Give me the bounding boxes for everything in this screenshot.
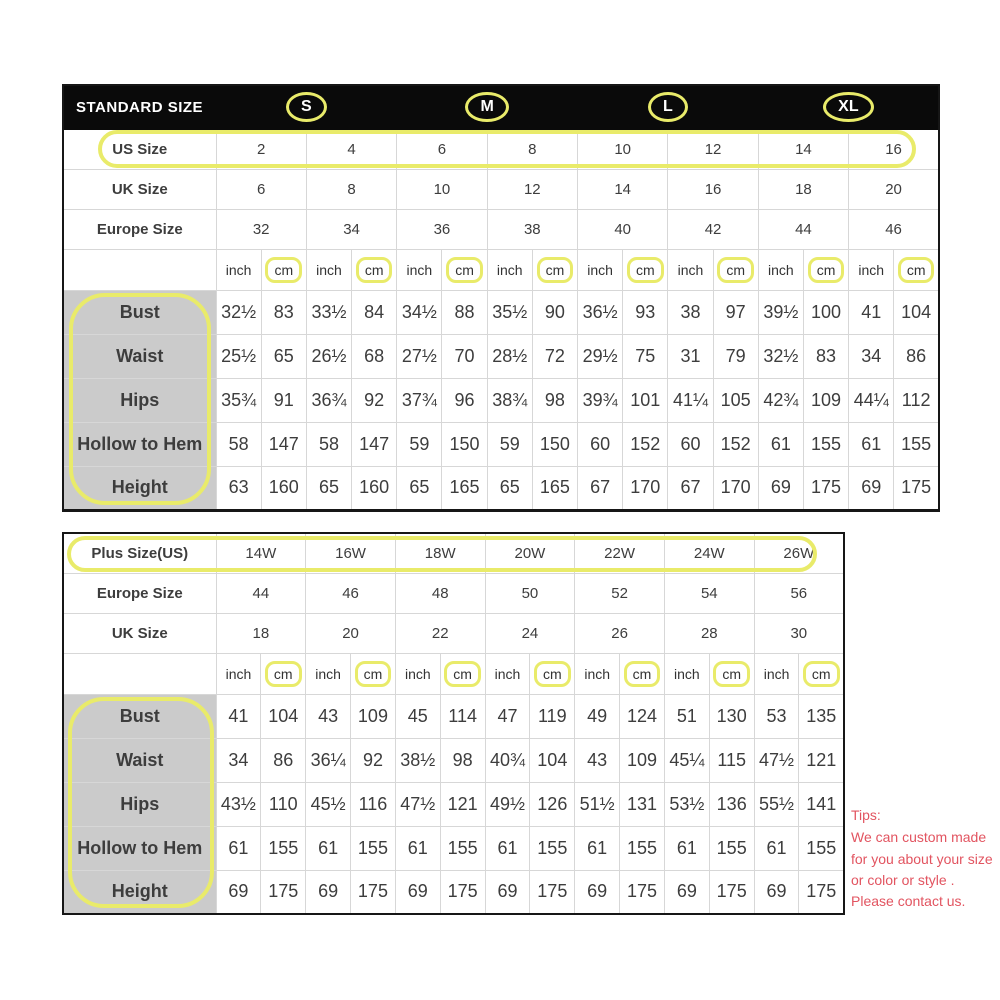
measurement-value-cell: 150	[532, 422, 577, 466]
measurement-value-cell: 65	[487, 466, 532, 510]
measurement-value-cell: 92	[351, 738, 396, 782]
measurement-value-cell: 155	[803, 422, 848, 466]
measurement-value-cell: 69	[485, 870, 530, 914]
measurement-value-cell: 75	[623, 334, 668, 378]
measurement-value-cell: 43	[575, 738, 620, 782]
measurement-value-cell: 155	[620, 826, 665, 870]
measurement-value-cell: 45	[395, 694, 440, 738]
size-table	[62, 84, 940, 512]
size-group-badge: S	[286, 92, 327, 122]
size-value-cell: 44	[216, 573, 306, 613]
measurement-value-cell: 112	[894, 378, 939, 422]
size-value-cell: 12	[668, 129, 758, 169]
unit-inch-cell: inch	[754, 653, 799, 694]
size-group-badge: XL	[823, 92, 873, 122]
row-label: Hips	[63, 378, 216, 422]
measurement-value-cell: 91	[261, 378, 306, 422]
measurement-value-cell: 40¾	[485, 738, 530, 782]
cm-highlight: cm	[265, 257, 302, 283]
unit-cm-cell	[623, 249, 668, 290]
size-value-cell: 18W	[395, 533, 485, 573]
measurement-value-cell: 160	[261, 466, 306, 510]
measurement-value-cell: 61	[664, 826, 709, 870]
measurement-value-cell: 100	[803, 290, 848, 334]
measurement-value-cell: 98	[532, 378, 577, 422]
measurement-value-cell: 36¼	[306, 738, 351, 782]
measurement-value-cell: 67	[578, 466, 623, 510]
row-label: Bust	[63, 290, 216, 334]
measurement-value-cell: 33½	[306, 290, 351, 334]
cm-highlight: cm	[446, 257, 483, 283]
measurement-value-cell: 170	[623, 466, 668, 510]
unit-cm-cell	[709, 653, 754, 694]
measurement-value-cell: 44¼	[849, 378, 894, 422]
measurement-value-cell: 42¾	[758, 378, 803, 422]
measurement-value-cell: 41	[849, 290, 894, 334]
row-label: US Size	[63, 129, 216, 169]
size-value-cell: 22	[395, 613, 485, 653]
measurement-value-cell: 58	[216, 422, 261, 466]
measurement-value-cell: 45¼	[664, 738, 709, 782]
measurement-value-cell: 38	[668, 290, 713, 334]
row-label: Hollow to Hem	[63, 422, 216, 466]
measurement-value-cell: 90	[532, 290, 577, 334]
measurement-value-cell: 43	[306, 694, 351, 738]
measurement-value-cell: 69	[754, 870, 799, 914]
measurement-value-cell: 147	[261, 422, 306, 466]
measurement-value-cell: 29½	[578, 334, 623, 378]
cm-highlight: cm	[534, 661, 571, 687]
size-value-cell: 52	[575, 573, 665, 613]
size-value-cell: 18	[216, 613, 306, 653]
measurement-value-cell: 61	[754, 826, 799, 870]
size-value-cell: 14W	[216, 533, 306, 573]
unit-cm-cell	[799, 653, 844, 694]
measurement-value-cell: 65	[261, 334, 306, 378]
measurement-value-cell: 115	[709, 738, 754, 782]
measurement-value-cell: 114	[440, 694, 485, 738]
unit-inch-cell: inch	[487, 249, 532, 290]
measurement-value-cell: 67	[668, 466, 713, 510]
measurement-value-cell: 170	[713, 466, 758, 510]
measurement-value-cell: 83	[261, 290, 306, 334]
measurement-value-cell: 155	[440, 826, 485, 870]
measurement-value-cell: 53	[754, 694, 799, 738]
measurement-value-cell: 135	[799, 694, 844, 738]
measurement-value-cell: 61	[758, 422, 803, 466]
measurement-value-cell: 88	[442, 290, 487, 334]
size-value-cell: 34	[306, 209, 396, 249]
unit-cm-cell	[440, 653, 485, 694]
unit-cm-cell	[894, 249, 939, 290]
measurement-value-cell: 43½	[216, 782, 261, 826]
measurement-value-cell: 79	[713, 334, 758, 378]
measurement-value-cell: 41	[216, 694, 261, 738]
measurement-value-cell: 36¾	[306, 378, 351, 422]
measurement-value-cell: 69	[849, 466, 894, 510]
size-value-cell: 40	[578, 209, 668, 249]
size-value-cell: 36	[397, 209, 487, 249]
measurement-value-cell: 39½	[758, 290, 803, 334]
size-value-cell: 20	[306, 613, 396, 653]
measurement-value-cell: 34	[849, 334, 894, 378]
size-value-cell: 10	[578, 129, 668, 169]
size-value-cell: 24W	[664, 533, 754, 573]
measurement-value-cell: 155	[894, 422, 939, 466]
measurement-value-cell: 70	[442, 334, 487, 378]
measurement-value-cell: 49	[575, 694, 620, 738]
measurement-value-cell: 60	[578, 422, 623, 466]
cm-highlight: cm	[444, 661, 481, 687]
measurement-value-cell: 104	[261, 694, 306, 738]
measurement-value-cell: 31	[668, 334, 713, 378]
measurement-value-cell: 136	[709, 782, 754, 826]
unit-cm-cell	[803, 249, 848, 290]
cm-highlight: cm	[537, 257, 574, 283]
measurement-value-cell: 35¾	[216, 378, 261, 422]
size-value-cell: 2	[216, 129, 306, 169]
unit-inch-cell: inch	[306, 653, 351, 694]
measurement-value-cell: 110	[261, 782, 306, 826]
size-group-badge: M	[465, 92, 508, 122]
measurement-value-cell: 109	[620, 738, 665, 782]
row-label: Waist	[63, 738, 216, 782]
measurement-value-cell: 116	[351, 782, 396, 826]
measurement-value-cell: 175	[803, 466, 848, 510]
cm-highlight: cm	[803, 661, 840, 687]
measurement-value-cell: 93	[623, 290, 668, 334]
measurement-value-cell: 96	[442, 378, 487, 422]
size-value-cell: 46	[849, 209, 939, 249]
measurement-value-cell: 72	[532, 334, 577, 378]
measurement-value-cell: 86	[894, 334, 939, 378]
measurement-value-cell: 121	[799, 738, 844, 782]
row-label: Europe Size	[63, 573, 216, 613]
measurement-value-cell: 59	[397, 422, 442, 466]
unit-inch-cell: inch	[306, 249, 351, 290]
size-value-cell: 16	[668, 169, 758, 209]
unit-cm-cell	[261, 249, 306, 290]
cm-highlight: cm	[265, 661, 302, 687]
unit-inch-cell: inch	[849, 249, 894, 290]
measurement-value-cell: 155	[709, 826, 754, 870]
measurement-value-cell: 65	[397, 466, 442, 510]
size-group-cell	[397, 85, 578, 129]
measurement-value-cell: 165	[442, 466, 487, 510]
unit-inch-cell: inch	[575, 653, 620, 694]
size-value-cell: 6	[397, 129, 487, 169]
size-value-cell: 14	[578, 169, 668, 209]
measurement-value-cell: 65	[306, 466, 351, 510]
measurement-value-cell: 27½	[397, 334, 442, 378]
row-label: Height	[63, 870, 216, 914]
row-label: UK Size	[63, 613, 216, 653]
measurement-value-cell: 175	[894, 466, 939, 510]
row-label: Hips	[63, 782, 216, 826]
measurement-value-cell: 141	[799, 782, 844, 826]
size-value-cell: 46	[306, 573, 396, 613]
cm-highlight: cm	[624, 661, 661, 687]
measurement-value-cell: 126	[530, 782, 575, 826]
unit-cm-cell	[442, 249, 487, 290]
measurement-value-cell: 34½	[397, 290, 442, 334]
measurement-value-cell: 104	[530, 738, 575, 782]
cm-highlight: cm	[898, 257, 935, 283]
size-value-cell: 24	[485, 613, 575, 653]
measurement-value-cell: 69	[395, 870, 440, 914]
measurement-value-cell: 35½	[487, 290, 532, 334]
cm-highlight: cm	[717, 257, 754, 283]
unit-inch-cell: inch	[216, 653, 261, 694]
measurement-value-cell: 32½	[216, 290, 261, 334]
measurement-value-cell: 61	[575, 826, 620, 870]
plus-size-table	[62, 532, 845, 915]
measurement-value-cell: 41¼	[668, 378, 713, 422]
size-group-cell	[578, 85, 759, 129]
measurement-value-cell: 175	[440, 870, 485, 914]
standard-size-table	[62, 84, 940, 512]
measurement-value-cell: 152	[623, 422, 668, 466]
table-title: STANDARD SIZE	[63, 85, 216, 129]
measurement-value-cell: 28½	[487, 334, 532, 378]
measurement-value-cell: 37¾	[397, 378, 442, 422]
custom-tips-note	[851, 805, 999, 912]
measurement-value-cell: 69	[575, 870, 620, 914]
measurement-value-cell: 49½	[485, 782, 530, 826]
measurement-value-cell: 101	[623, 378, 668, 422]
size-value-cell: 16	[849, 129, 939, 169]
unit-cm-cell	[351, 653, 396, 694]
tips-line: We can custom made	[851, 829, 987, 846]
measurement-value-cell: 84	[352, 290, 397, 334]
unit-cm-cell	[530, 653, 575, 694]
size-value-cell: 12	[487, 169, 577, 209]
measurement-value-cell: 47½	[754, 738, 799, 782]
cm-highlight: cm	[808, 257, 845, 283]
measurement-value-cell: 58	[306, 422, 351, 466]
size-group-cell	[216, 85, 397, 129]
unit-inch-cell: inch	[485, 653, 530, 694]
size-value-cell: 44	[758, 209, 848, 249]
measurement-value-cell: 92	[352, 378, 397, 422]
measurement-value-cell: 165	[532, 466, 577, 510]
measurement-value-cell: 83	[803, 334, 848, 378]
size-value-cell: 6	[216, 169, 306, 209]
measurement-value-cell: 55½	[754, 782, 799, 826]
size-value-cell: 32	[216, 209, 306, 249]
size-value-cell: 28	[664, 613, 754, 653]
measurement-value-cell: 160	[352, 466, 397, 510]
size-value-cell: 4	[306, 129, 396, 169]
measurement-value-cell: 45½	[306, 782, 351, 826]
size-value-cell: 48	[395, 573, 485, 613]
unit-inch-cell: inch	[664, 653, 709, 694]
cm-highlight: cm	[355, 661, 392, 687]
size-value-cell: 38	[487, 209, 577, 249]
size-value-cell: 26	[575, 613, 665, 653]
row-label: Europe Size	[63, 209, 216, 249]
row-label: Waist	[63, 334, 216, 378]
measurement-value-cell: 69	[216, 870, 261, 914]
measurement-value-cell: 152	[713, 422, 758, 466]
measurement-value-cell: 175	[709, 870, 754, 914]
size-table	[62, 532, 845, 915]
tips-title: Tips:	[851, 807, 881, 823]
measurement-value-cell: 32½	[758, 334, 803, 378]
measurement-value-cell: 69	[758, 466, 803, 510]
measurement-value-cell: 131	[620, 782, 665, 826]
unit-inch-cell: inch	[216, 249, 261, 290]
measurement-value-cell: 98	[440, 738, 485, 782]
measurement-value-cell: 34	[216, 738, 261, 782]
measurement-value-cell: 69	[664, 870, 709, 914]
measurement-value-cell: 130	[709, 694, 754, 738]
measurement-value-cell: 147	[352, 422, 397, 466]
measurement-value-cell: 155	[351, 826, 396, 870]
measurement-value-cell: 61	[849, 422, 894, 466]
size-value-cell: 20	[849, 169, 939, 209]
size-value-cell: 50	[485, 573, 575, 613]
measurement-value-cell: 36½	[578, 290, 623, 334]
measurement-value-cell: 25½	[216, 334, 261, 378]
measurement-value-cell: 68	[352, 334, 397, 378]
unit-inch-cell: inch	[578, 249, 623, 290]
unit-cm-cell	[532, 249, 577, 290]
size-value-cell: 14	[758, 129, 848, 169]
measurement-value-cell: 39¾	[578, 378, 623, 422]
measurement-value-cell: 155	[530, 826, 575, 870]
measurement-value-cell: 38½	[395, 738, 440, 782]
measurement-value-cell: 61	[485, 826, 530, 870]
unit-inch-cell: inch	[395, 653, 440, 694]
row-label-empty	[63, 249, 216, 290]
cm-highlight: cm	[627, 257, 664, 283]
measurement-value-cell: 104	[894, 290, 939, 334]
size-value-cell: 30	[754, 613, 844, 653]
tips-line: Please contact us.	[851, 893, 966, 910]
tips-line: or color or style .	[851, 871, 955, 888]
measurement-value-cell: 175	[351, 870, 396, 914]
unit-inch-cell: inch	[758, 249, 803, 290]
measurement-value-cell: 155	[799, 826, 844, 870]
unit-cm-cell	[261, 653, 306, 694]
measurement-value-cell: 38¾	[487, 378, 532, 422]
measurement-value-cell: 47	[485, 694, 530, 738]
measurement-value-cell: 121	[440, 782, 485, 826]
measurement-value-cell: 105	[713, 378, 758, 422]
measurement-value-cell: 175	[620, 870, 665, 914]
size-value-cell: 16W	[306, 533, 396, 573]
size-value-cell: 56	[754, 573, 844, 613]
measurement-value-cell: 97	[713, 290, 758, 334]
measurement-value-cell: 47½	[395, 782, 440, 826]
measurement-value-cell: 61	[216, 826, 261, 870]
unit-cm-cell	[352, 249, 397, 290]
measurement-value-cell: 124	[620, 694, 665, 738]
row-label: Bust	[63, 694, 216, 738]
size-group-cell	[758, 85, 939, 129]
measurement-value-cell: 155	[261, 826, 306, 870]
size-value-cell: 20W	[485, 533, 575, 573]
size-value-cell: 54	[664, 573, 754, 613]
unit-cm-cell	[713, 249, 758, 290]
row-label: Height	[63, 466, 216, 510]
unit-cm-cell	[620, 653, 665, 694]
unit-inch-cell: inch	[397, 249, 442, 290]
tips-line: for you about your size	[851, 850, 993, 867]
measurement-value-cell: 51	[664, 694, 709, 738]
cm-highlight: cm	[713, 661, 750, 687]
row-label-empty	[63, 653, 216, 694]
size-value-cell: 10	[397, 169, 487, 209]
unit-inch-cell: inch	[668, 249, 713, 290]
measurement-value-cell: 51½	[575, 782, 620, 826]
measurement-value-cell: 109	[351, 694, 396, 738]
size-value-cell: 8	[487, 129, 577, 169]
measurement-value-cell: 61	[395, 826, 440, 870]
measurement-value-cell: 61	[306, 826, 351, 870]
measurement-value-cell: 63	[216, 466, 261, 510]
size-value-cell: 26W	[754, 533, 844, 573]
measurement-value-cell: 26½	[306, 334, 351, 378]
measurement-value-cell: 175	[799, 870, 844, 914]
cm-highlight: cm	[356, 257, 393, 283]
row-label: Plus Size(US)	[63, 533, 216, 573]
measurement-value-cell: 175	[530, 870, 575, 914]
size-value-cell: 22W	[575, 533, 665, 573]
size-value-cell: 8	[306, 169, 396, 209]
measurement-value-cell: 59	[487, 422, 532, 466]
size-group-badge: L	[648, 92, 688, 122]
measurement-value-cell: 109	[803, 378, 848, 422]
size-value-cell: 18	[758, 169, 848, 209]
measurement-value-cell: 175	[261, 870, 306, 914]
row-label: Hollow to Hem	[63, 826, 216, 870]
measurement-value-cell: 150	[442, 422, 487, 466]
size-value-cell: 42	[668, 209, 758, 249]
measurement-value-cell: 69	[306, 870, 351, 914]
measurement-value-cell: 119	[530, 694, 575, 738]
measurement-value-cell: 86	[261, 738, 306, 782]
row-label: UK Size	[63, 169, 216, 209]
measurement-value-cell: 53½	[664, 782, 709, 826]
measurement-value-cell: 60	[668, 422, 713, 466]
